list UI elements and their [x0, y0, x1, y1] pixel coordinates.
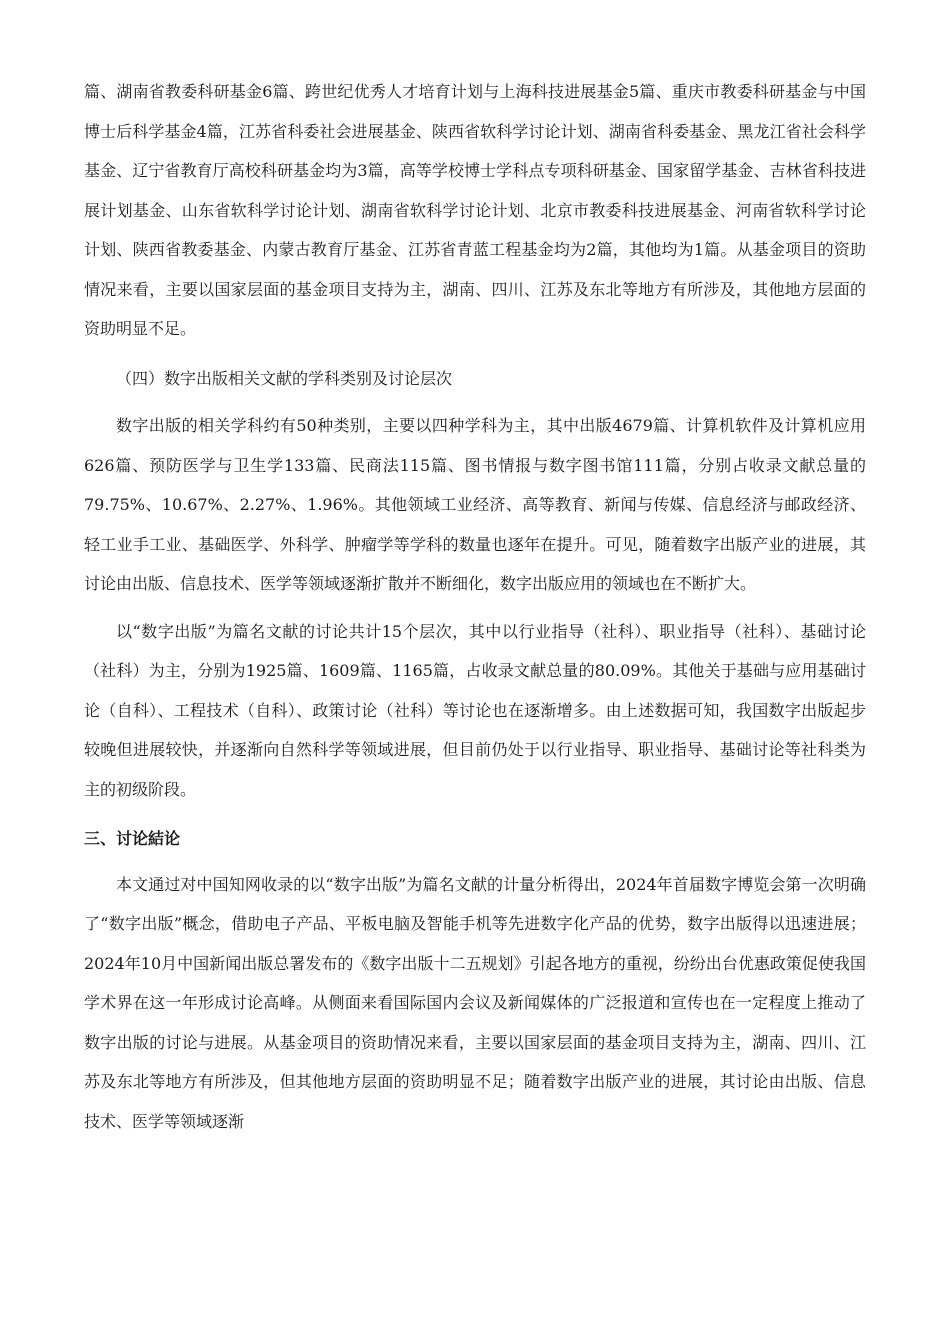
paragraph-funding-continuation: 篇、湖南省教委科研基金6篇、跨世纪优秀人才培育计划与上海科技进展基金5篇、重庆市教委科研基金与中国博士后科学基金4篇，江苏省科委社会进展基金、陕西省软科学讨论计划、湖南省科委基金、黑龙江省社会科学基金、辽宁省教育厅高校科研基金均为3篇，高等学校博士学科点专项科研基金、国家留学基金、吉林省科技进展计划基金、山东省软科学讨论计划、湖南省软科学讨论计划、北京市教委科技进展基金、河南省软科学讨论计划、陕西省教委基金、内蒙古教育厅基金、江苏省青蓝工程基金均为2篇，其他均为1篇。从基金项目的资助情况来看，主要以国家层面的基金项目支持为主，湖南、四川、江苏及东北等地方有所涉及，其他地方层面的资助明显不足。	[84, 82, 866, 338]
paragraph-conclusion: 本文通过对中国知网收录的以“数字出版”为篇名文献的计量分析得出，2024年首届数字博览会第一次明确了“数字出版”概念，借助电子产品、平板电脑及智能手机等先进数字化产品的优势，数字出版得以迅速进展；2024年10月中国新闻出版总署发布的《数字出版十二五规划》引起各地方的重视，纷纷出台优惠政策促使我国学术界在这一年形成讨论高峰。从侧面来看国际国内会议及新闻媒体的广泛报道和宣传也在一定程度上推动了数字出版的讨论与进展。从基金项目的资助情况来看，主要以国家层面的基金项目支持为主，湖南、四川、江苏及东北等地方有所涉及，但其他地方层面的资助明显不足；随着数字出版产业的进展，其讨论由出版、信息技术、医学等领域逐渐	[84, 874, 866, 1131]
document-body	[84, 72, 866, 1141]
paragraph-research-levels: 以“数字出版”为篇名文献的讨论共计15个层次，其中以行业指导（社科）、职业指导（社科）、基础讨论（社科）为主，分别为1925篇、1609篇、1165篇，占收录文献总量的80.09%。其他关于基础与应用基础讨论（自科）、工程技术（自科）、政策讨论（社科）等讨论也在逐渐增多。由上述数据可知，我国数字出版起步较晚但进展较快，并逐渐向自然科学等领域进展，但目前仍处于以行业指导、职业指导、基础讨论等社科类为主的初级阶段。	[84, 621, 866, 799]
paragraph-subject-categories: 数字出版的相关学科约有50种类别，主要以四种学科为主，其中出版4679篇、计算机软件及计算机应用626篇、预防医学与卫生学133篇、民商法115篇、图书情报与数字图书馆111篇，分别占收录文献总量的79.75%、10.67%、2.27%、1.96%。其他领域工业经济、高等教育、新闻与传媒、信息经济与邮政经济、轻工业手工业、基础医学、外科学、肿瘤学等学科的数量也逐年在提升。可见，随着数字出版产业的进展，其讨论由出版、信息技术、医学等领域逐渐扩散并不断细化，数字出版应用的领域也在不断扩大。	[84, 416, 866, 593]
section-heading: 三、讨论結论	[84, 829, 181, 848]
subsection-heading: （四）数字出版相关文献的学科类别及讨论层次	[116, 368, 453, 388]
